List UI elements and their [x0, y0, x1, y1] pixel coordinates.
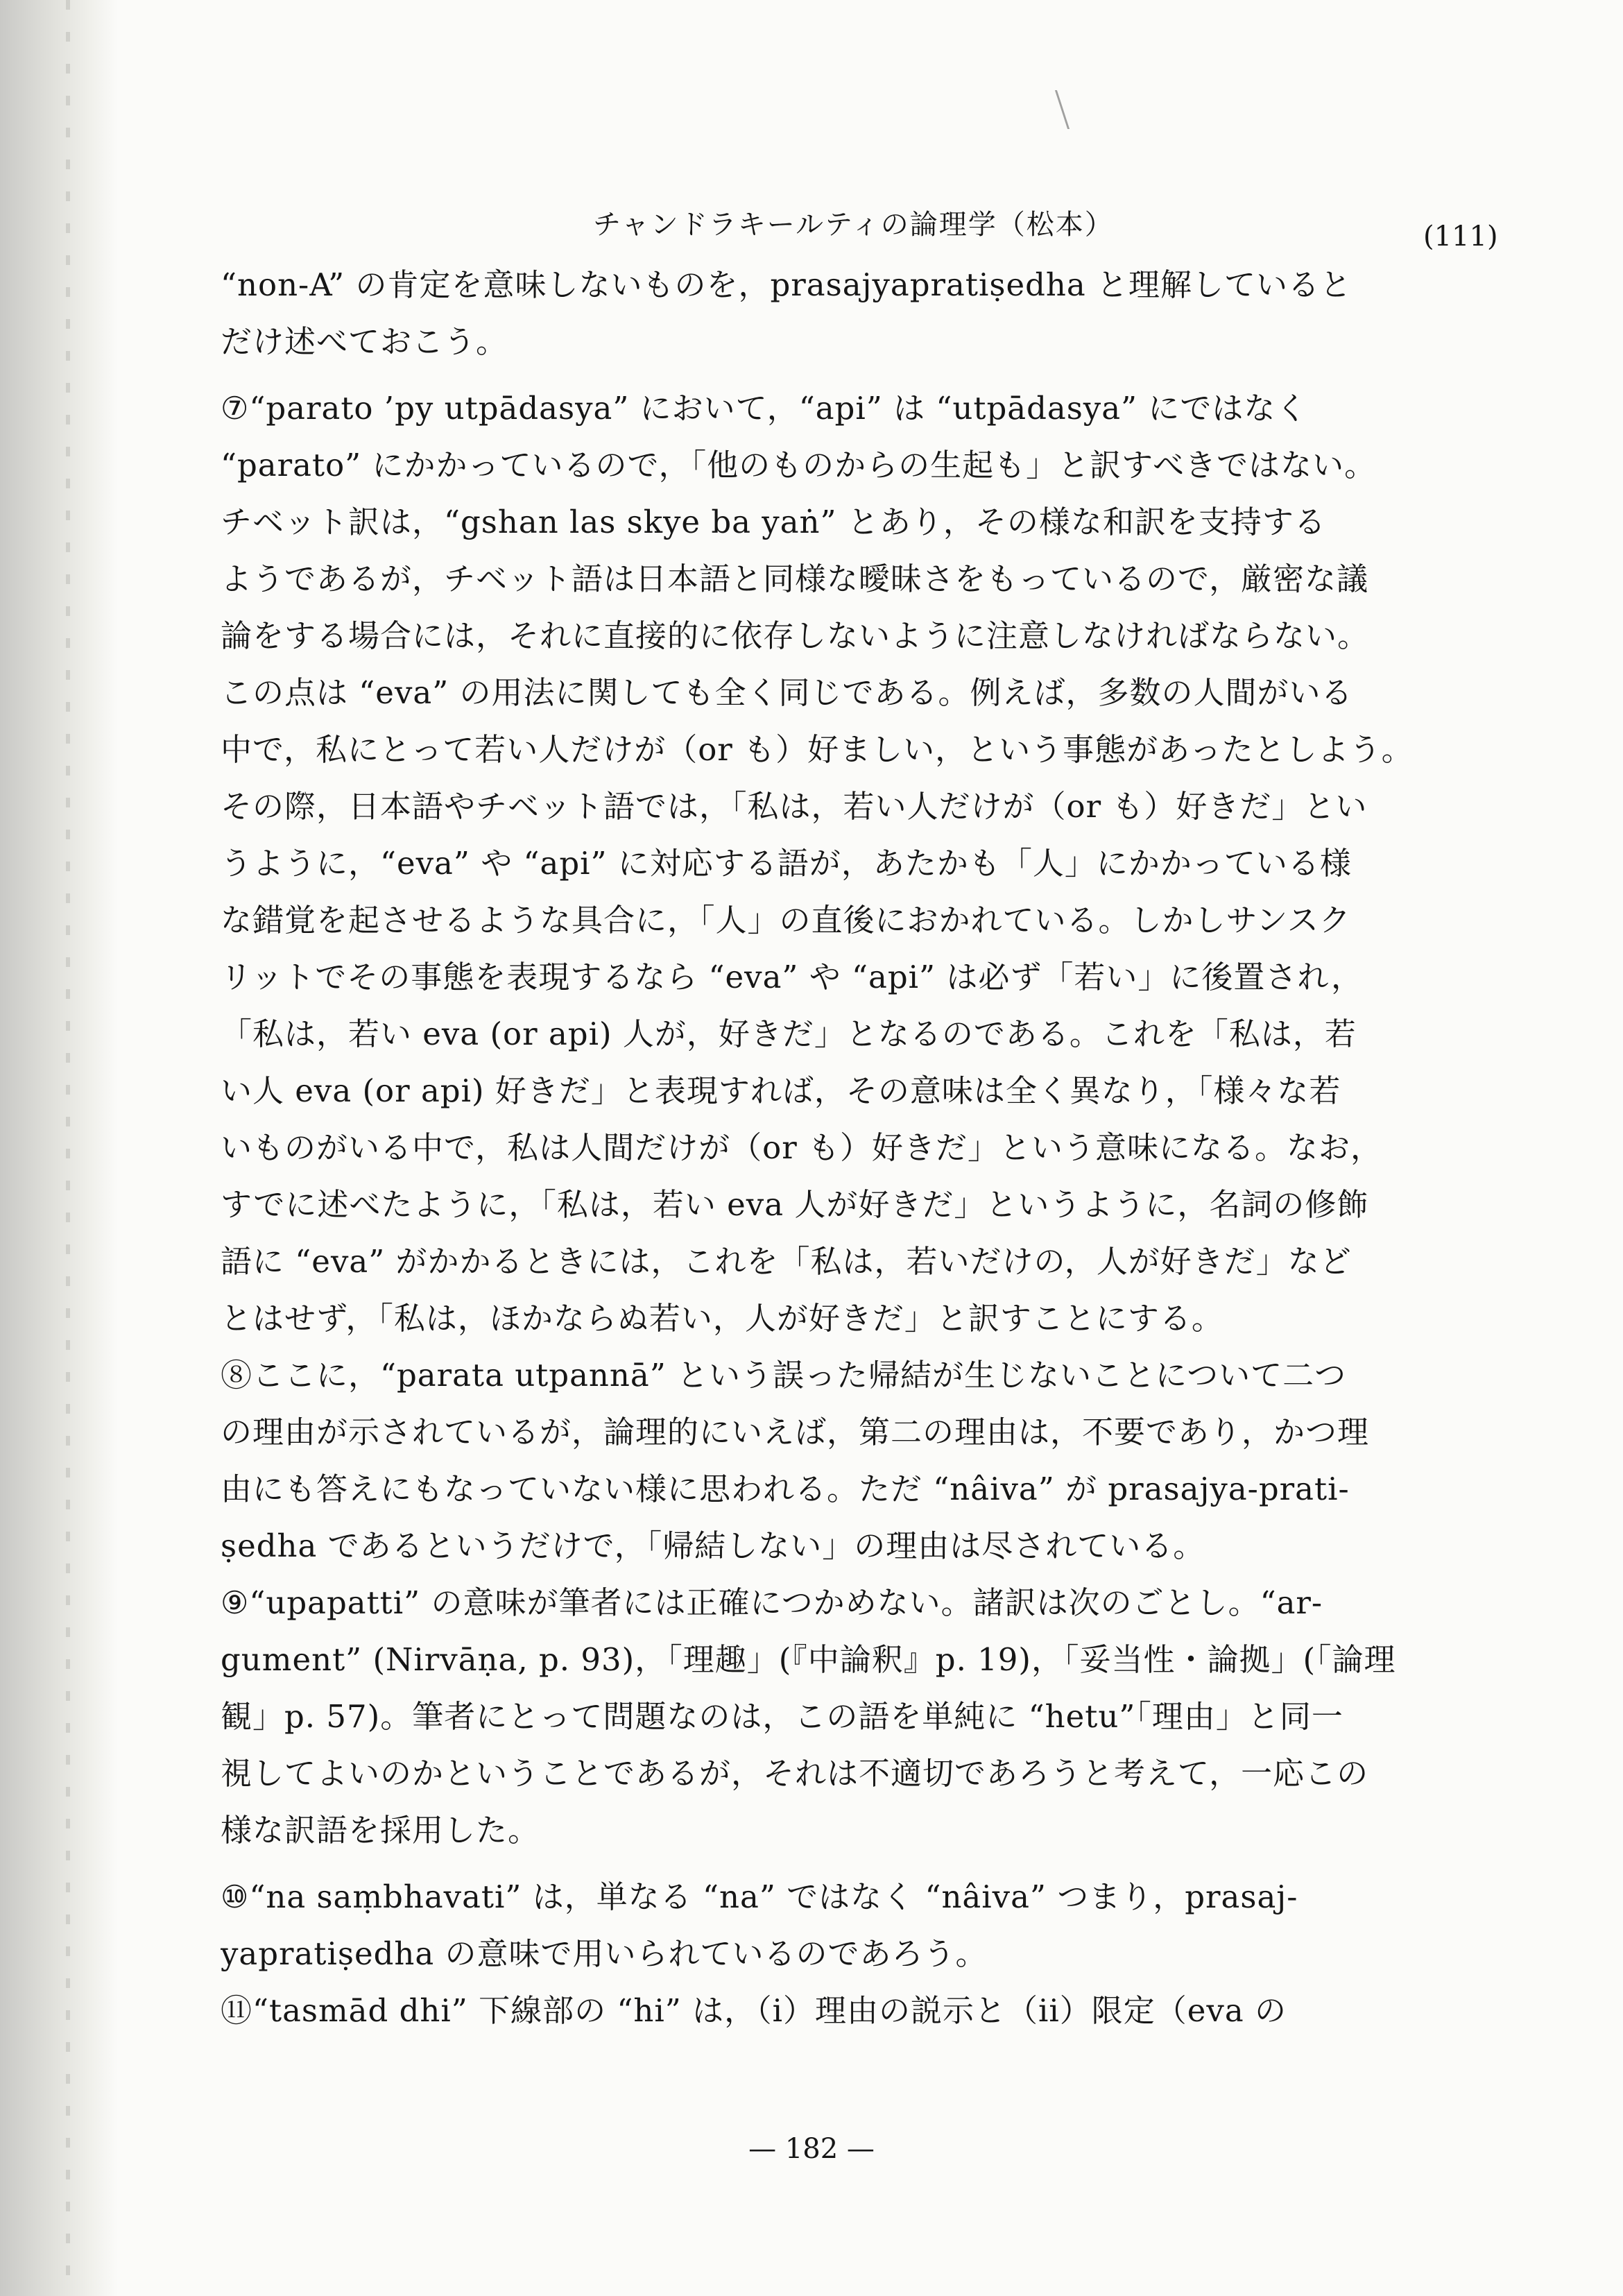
- text-line: いものがいる中で，私は人間だけが（or も）好きだ」という意味になる。なお，: [221, 1129, 1383, 1166]
- text-line: ⑪“tasmād dhi” 下線部の “hi” は，（i）理由の説示と（ii）限定（eva の: [221, 1992, 1287, 2029]
- page-body: [221, 257, 1497, 2039]
- page-number-bottom: — 182 —: [748, 2133, 875, 2165]
- text-line: この点は “eva” の用法に関しても全く同じである。例えば，多数の人間がいる: [221, 674, 1353, 711]
- text-line: ⑦“parato ’py utpādasya” において，“api” は “utpādasya” にではなく: [221, 390, 1308, 427]
- text-line: 様な訳語を採用した。: [221, 1812, 540, 1849]
- text-line: うように，“eva” や “api” に対応する語が，あたかも「人」にかかっている様: [221, 845, 1352, 882]
- text-line: 中で，私にとって若い人だけが（or も）好ましい，という事態があったとしよう。: [221, 731, 1414, 768]
- text-line: 観」p. 57)。筆者にとって問題なのは，この語を単純に “hetu”「理由」と同一: [221, 1698, 1343, 1735]
- text-line: 語に “eva” がかかるときには，これを「私は，若いだけの，人が好きだ」など: [221, 1243, 1352, 1280]
- text-line: の理由が示されているが，論理的にいえば，第二の理由は，不要であり，かつ理: [221, 1414, 1370, 1450]
- running-head: チャンドラキールティの論理学（松本）: [593, 209, 1114, 241]
- text-line: gument” (Nirvāṇa, p. 93)，「理趣」(『中論釈』p. 19)，「妥当性・論拠」(「論理: [221, 1641, 1396, 1678]
- text-line: すでに述べたように，「私は，若い eva 人が好きだ」というように，名詞の修飾: [221, 1186, 1369, 1223]
- text-line: ṣedha であるというだけで，「帰結しない」の理由は尽されている。: [221, 1527, 1205, 1564]
- text-line: とはせず，「私は，ほかならぬ若い，人が好きだ」と訳すことにする。: [221, 1300, 1223, 1337]
- text-line: ⑧ここに，“parata utpannā” という誤った帰結が生じないことについて二つ: [221, 1357, 1347, 1394]
- text-line: だけ述べておこう。: [221, 323, 508, 360]
- scan-edge-speckle: [66, 0, 70, 2296]
- text-line: “parato” にかかっているので，「他のものからの生起も」と訳すべきではない。: [221, 447, 1377, 483]
- text-line: 視してよいのかということであるが，それは不適切であろうと考えて，一応この: [221, 1755, 1369, 1792]
- scan-edge-shadow: [0, 0, 118, 2296]
- text-line: ⑨“upapatti” の意味が筆者には正確につかめない。諸訳は次のごとし。“ar-: [221, 1584, 1323, 1621]
- text-line: 由にも答えにもなっていない様に思われる。ただ “nâiva” が prasajya-prati-: [221, 1471, 1350, 1507]
- paragraph-gap: [221, 370, 1497, 380]
- text-line: “non-A” の肯定を意味しないものを，prasajyapratiṣedha と理解していると: [221, 266, 1352, 303]
- text-line: 論をする場合には，それに直接的に依存しないように注意しなければならない。: [221, 617, 1370, 654]
- text-line: チベット訳は，“gshan las skye ba yaṅ” とあり，その様な和訳を支持する: [221, 504, 1326, 540]
- text-line: その際，日本語やチベット語では，「私は，若い人だけが（or も）好きだ」とい: [221, 788, 1368, 825]
- page-number-top: (111): [1423, 221, 1498, 252]
- scan-mark: [1055, 90, 1088, 129]
- paragraph-gap: [221, 1859, 1497, 1869]
- text-line: ようであるが，チベット語は日本語と同様な曖昧さをもっているので，厳密な議: [221, 560, 1369, 597]
- text-line: yapratiṣedha の意味で用いられているのであろう。: [221, 1935, 988, 1972]
- text-line: 「私は，若い eva (or api) 人が，好きだ」となるのである。これを「私は，若: [221, 1016, 1357, 1052]
- text-line: い人 eva (or api) 好きだ」と表現すれば，その意味は全く異なり，「様々な若: [221, 1072, 1341, 1109]
- text-line: リットでその事態を表現するなら “eva” や “api” は必ず「若い」に後置され，: [221, 959, 1364, 995]
- text-line: ⑩“na saṃbhavati” は，単なる “na” ではなく “nâiva” つまり，prasaj-: [221, 1878, 1298, 1915]
- text-line: な錯覚を起させるような具合に，「人」の直後におかれている。しかしサンスク: [221, 902, 1351, 939]
